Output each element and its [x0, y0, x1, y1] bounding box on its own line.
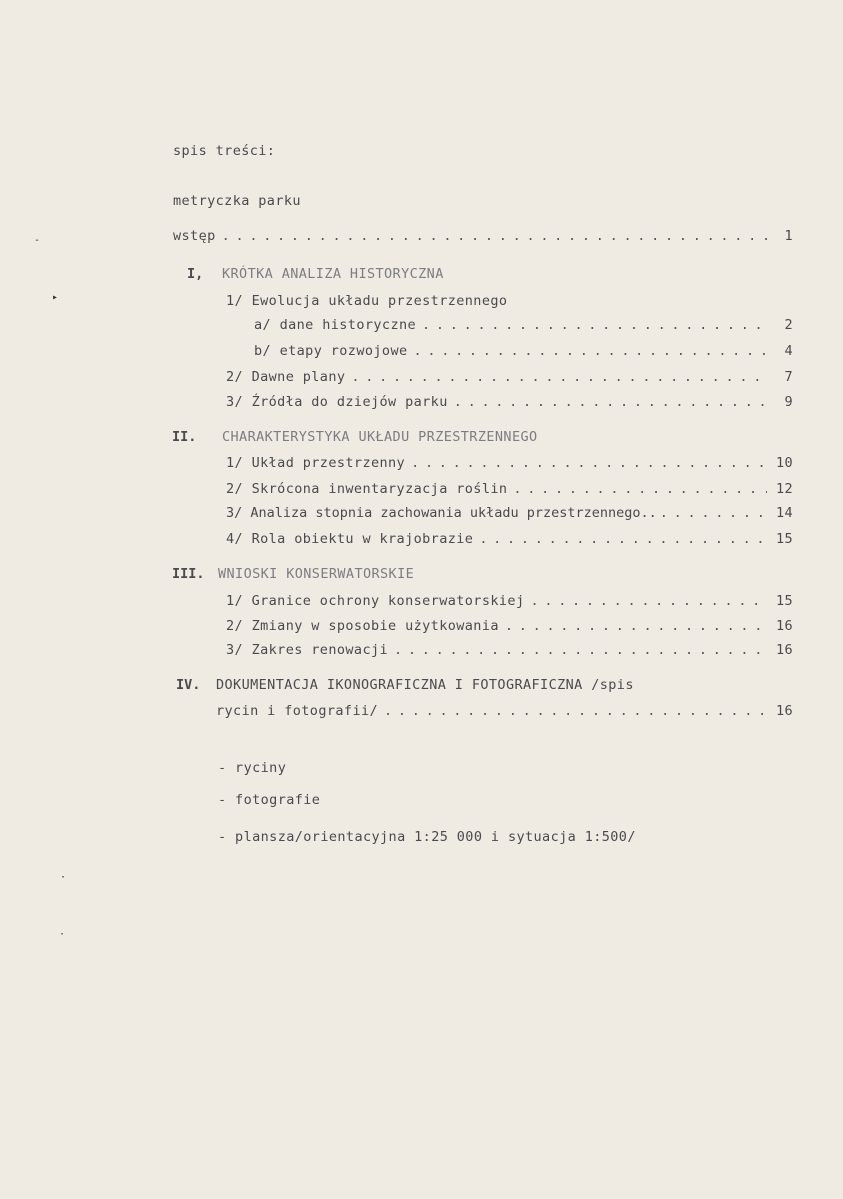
margin-mark: · — [60, 872, 67, 883]
list-item-plansza: - plansza/orientacyjna 1:25 000 i sytuacja 1:500/ — [218, 829, 636, 845]
toc-page: 12 — [775, 481, 793, 497]
toc-label: 3/ Zakres renowacji — [226, 642, 389, 658]
toc-entry — [226, 617, 793, 635]
toc-page: 4 — [784, 343, 793, 359]
toc-label: 3/ Analiza stopnia zachowania układu przestrzennego.. — [226, 505, 657, 521]
section-title: KRÓTKA ANALIZA HISTORYCZNA — [222, 266, 444, 282]
margin-mark: ▸ — [52, 292, 59, 303]
section-title: DOKUMENTACJA IKONOGRAFICZNA I FOTOGRAFICZNA /spis — [216, 677, 634, 693]
toc-page: 7 — [784, 369, 793, 385]
toc-label: 2/ Zmiany w sposobie użytkowania — [226, 618, 499, 634]
toc-page: 10 — [775, 455, 793, 471]
leader-dots — [660, 504, 770, 522]
toc-entry — [226, 504, 793, 522]
section-number: IV. — [176, 677, 201, 693]
leader-dots — [422, 316, 767, 334]
toc-entry — [226, 480, 793, 498]
leader-dots — [351, 368, 767, 386]
toc-page: 16 — [775, 703, 793, 719]
toc-page: 14 — [775, 505, 793, 521]
toc-entry — [226, 368, 793, 386]
margin-mark: - — [34, 235, 41, 246]
toc-label: 2/ Skrócona inwentaryzacja roślin — [226, 481, 508, 497]
toc-label: rycin i fotografii/ — [216, 703, 379, 719]
toc-entry — [226, 641, 793, 659]
toc-label: 1/ Granice ochrony konserwatorskiej — [226, 593, 525, 609]
leader-dots — [479, 530, 767, 548]
leader-dots — [454, 393, 767, 411]
toc-label: 1/ Układ przestrzenny — [226, 455, 406, 471]
section-title: CHARAKTERYSTYKA UKŁADU PRZESTRZENNEGO — [222, 429, 538, 445]
toc-label: 3/ Źródła do dziejów parku — [226, 394, 448, 410]
section-number: III. — [172, 566, 205, 582]
toc-page: 1 — [784, 228, 793, 244]
leader-dots — [505, 617, 767, 635]
toc-page: 2 — [784, 317, 793, 333]
toc-label: 4/ Rola obiektu w krajobrazie — [226, 531, 474, 547]
toc-label: a/ dane historyczne — [254, 317, 417, 333]
toc-entry — [254, 316, 793, 334]
leader-dots — [394, 641, 767, 659]
toc-entry — [226, 530, 793, 548]
margin-mark: · — [59, 929, 66, 940]
section-number: I, — [187, 266, 204, 282]
toc-entry — [216, 702, 793, 720]
toc-label: wstęp — [173, 228, 216, 244]
toc-page: 9 — [784, 394, 793, 410]
toc-page: 16 — [775, 618, 793, 634]
section-number: II. — [172, 429, 197, 445]
list-item-fotografie: - fotografie — [218, 792, 321, 808]
leader-dots — [222, 227, 767, 245]
leader-dots — [530, 592, 767, 610]
section-title: WNIOSKI KONSERWATORSKIE — [218, 566, 415, 582]
toc-heading: spis treści: — [173, 143, 276, 159]
toc-label: 2/ Dawne plany — [226, 369, 346, 385]
leader-dots — [411, 454, 767, 472]
toc-entry-wstep — [173, 227, 793, 245]
toc-entry — [226, 454, 793, 472]
leader-dots — [513, 480, 767, 498]
toc-entry — [226, 393, 793, 411]
leader-dots — [414, 342, 768, 360]
toc-entry — [226, 592, 793, 610]
leader-dots — [384, 702, 767, 720]
toc-page: 15 — [775, 531, 793, 547]
toc-label: b/ etapy rozwojowe — [254, 343, 408, 359]
list-item-ryciny: - ryciny — [218, 760, 287, 776]
toc-page: 16 — [775, 642, 793, 658]
toc-page: 15 — [775, 593, 793, 609]
toc-entry — [254, 342, 793, 360]
toc-metryczka: metryczka parku — [173, 193, 301, 209]
toc-subheading: 1/ Ewolucja układu przestrzennego — [226, 293, 508, 309]
